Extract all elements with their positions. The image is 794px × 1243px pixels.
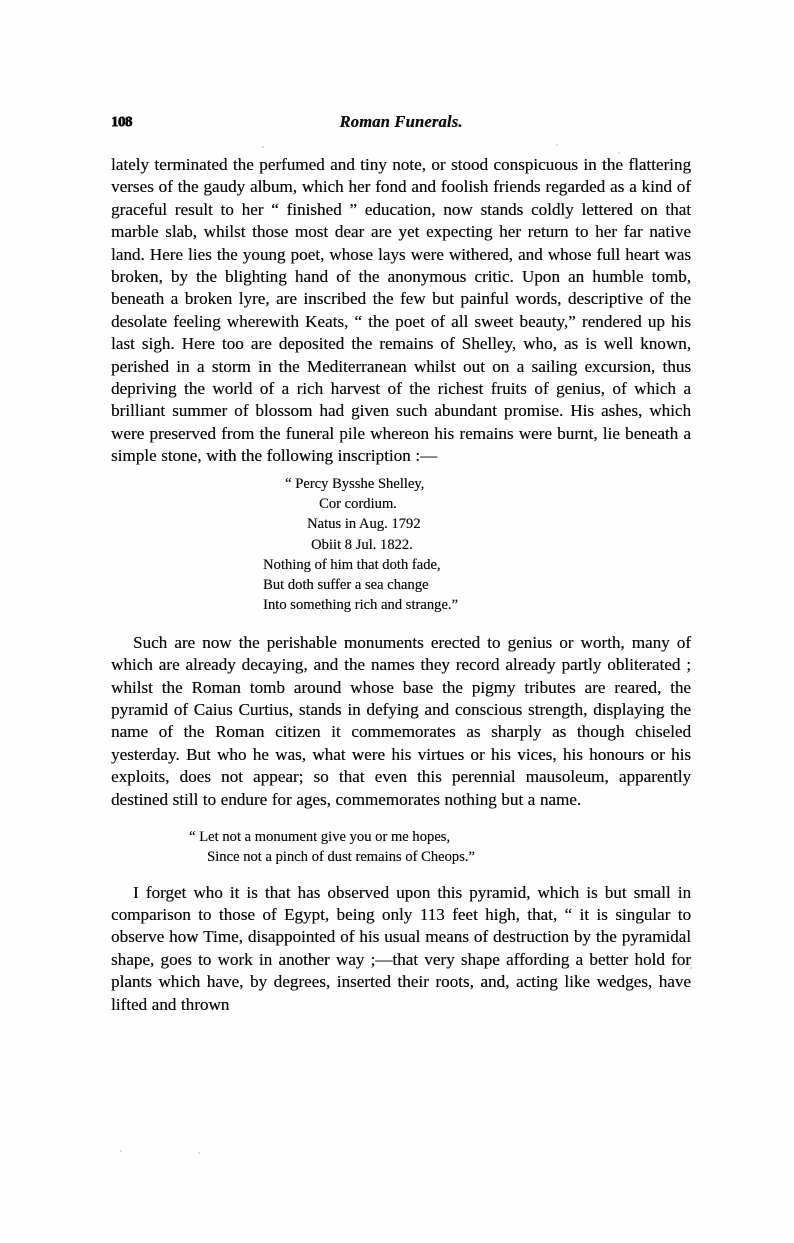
inscription-line: Natus in Aug. 1792: [307, 516, 421, 533]
paragraph-continuation: lately terminated the perfumed and tiny note, or stood conspicuous in the flattering verses of the gaudy album, which her fond and foolish friends regarded as a kind of graceful result to her “ finished ” education, now stands coldly lettered on that marble slab, whilst those most dear are yet expecting her return to her far native land. Here lies the young poet, whose lays were withered, and whose full heart was broken, by the blighting hand of the anonymous critic. Upon an humble tomb, beneath a broken lyre, are inscribed the few but painful words, descriptive of the desolate feeling wherewith Keats, “ the poet of all sweet beauty,” rendered up his last sigh. Here too are deposited the remains of Shelley, who, as is well known, perished in a storm in the Mediterranean whilst out on a sailing excursion, thus depriving the world of a rich harvest of the richest fruits of genius, of which a brilliant summer of blossom had given such abundant promise. His ashes, which were preserved from the funeral pile whereon his remains were burnt, lie beneath a simple stone, with the following inscription :—: [111, 155, 691, 466]
quote-line: Since not a pinch of dust remains of Cheops.”: [207, 849, 475, 866]
running-head: [111, 112, 691, 142]
inscription-line: But doth suffer a sea change: [263, 577, 429, 594]
page-text-block: [111, 112, 691, 1016]
cheops-quote-block: [111, 827, 691, 868]
shelley-inscription-block: [111, 474, 691, 616]
paragraph-monuments: Such are now the perishable monuments erected to genius or worth, many of which are already decaying, and the names they record already partly obliterated ; whilst the Roman tomb around whose base the pigmy tributes are reared, the pyramid of Caius Curtius, stands in defying and conscious strength, displaying the name of the Roman citizen it commemorates as sharply as though chiseled yesterday. But who he was, what were his virtues or his vices, his honours or his exploits, does not appear; so that even this perennial mausoleum, apparently destined still to endure for ages, commemorates nothing but a name.: [111, 632, 691, 809]
paragraph-pyramid: I forget who it is that has observed upon this pyramid, which is but small in comparison to those of Egypt, being only 113 feet high, that, “ it is singular to observe how Time, disappointed of his usual means of destruction by the pyramidal shape, goes to work in another way ;—that very shape affording a better hold for plants which have, by degrees, inserted their roots, and, acting like wedges, have lifted and thrown: [111, 882, 691, 1014]
inscription-line: Obiit 8 Jul. 1822.: [311, 536, 413, 553]
running-head-title: Roman Funerals.: [339, 112, 463, 131]
inscription-line: Cor cordium.: [319, 495, 397, 512]
inscription-line: “ Percy Bysshe Shelley,: [285, 475, 425, 492]
page-number: 108: [111, 114, 132, 130]
inscription-line: Nothing of him that doth fade,: [263, 556, 441, 573]
scan-speckle: [198, 1152, 200, 1154]
quote-line: “ Let not a monument give you or me hopes,: [189, 829, 451, 846]
scan-speckle: [120, 1150, 122, 1152]
inscription-line: Into something rich and strange.”: [263, 597, 458, 614]
paragraph-spacer: [111, 616, 691, 632]
